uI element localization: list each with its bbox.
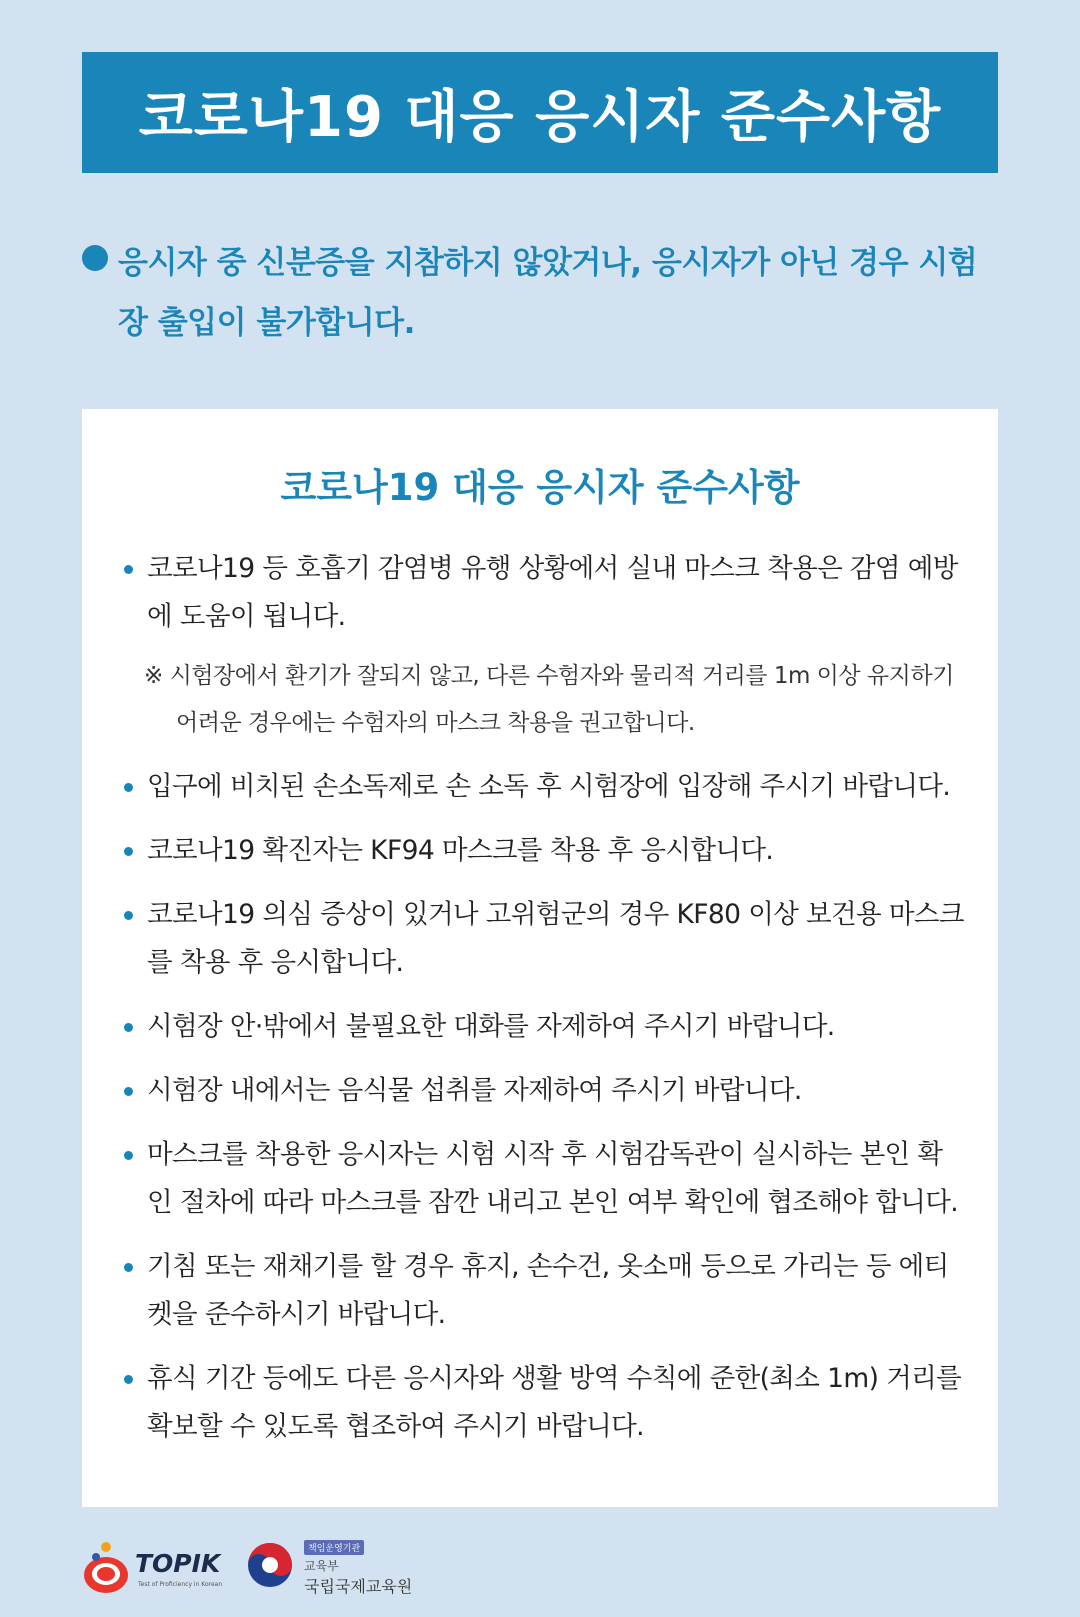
list-item <box>124 1243 964 1339</box>
list-item-text: 코로나19 등 호흡기 감염병 유행 상황에서 실내 마스크 착용은 감염 예방에 도움이 됩니다. <box>147 553 958 632</box>
list-item-text: 시험장 안·밖에서 불필요한 대화를 자제하여 주시기 바랍니다. <box>147 1011 835 1042</box>
topik-wordmark: TOPIK <box>135 1549 221 1578</box>
bullet-icon <box>124 783 133 792</box>
list-item <box>124 1131 964 1227</box>
bullet-icon <box>124 565 133 574</box>
list-item <box>124 827 964 875</box>
bullet-icon <box>124 1375 133 1384</box>
agency-logo <box>304 1536 412 1597</box>
government-emblem-icon <box>245 1540 295 1590</box>
topik-subtitle: Test of Proficiency in Korean <box>138 1581 223 1588</box>
list-item-text: 코로나19 확진자는 KF94 마스크를 착용 후 응시합니다. <box>147 835 774 866</box>
topik-mascot-icon <box>82 1541 134 1596</box>
bullet-icon <box>124 847 133 856</box>
title-banner <box>82 52 998 173</box>
list-item-text: 코로나19 의심 증상이 있거나 고위험군의 경우 KF80 이상 보건용 마스크를 착용 후 응시합니다. <box>147 899 964 978</box>
list-item-text: 휴식 기간 등에도 다른 응시자와 생활 방역 수칙에 준한(최소 1m) 거리를 확보할 수 있도록 협조하여 주시기 바랍니다. <box>147 1363 962 1442</box>
list-item <box>124 763 964 811</box>
list-item-text: 기침 또는 재채기를 할 경우 휴지, 손수건, 옷소매 등으로 가리는 등 에티켓을 준수하시기 바랍니다. <box>147 1251 949 1330</box>
bullet-icon <box>124 911 133 920</box>
list-item <box>124 1067 964 1115</box>
list-item <box>124 1355 964 1451</box>
card-title: 코로나19 대응 응시자 준수사항 <box>280 466 800 509</box>
topik-logo <box>82 1541 222 1596</box>
list-item-text: 마스크를 착용한 응시자는 시험 시작 후 시험감독관이 실시하는 본인 확인 절차에 따라 마스크를 잠깐 내리고 본인 여부 확인에 협조해야 합니다. <box>147 1139 959 1218</box>
list-item <box>124 891 964 987</box>
note-text: ※ 시험장에서 환기가 잘되지 않고, 다른 수험자와 물리적 거리를 1m 이상 유지하기 어려운 경우에는 수험자의 마스크 착용을 권고합니다. <box>144 663 954 736</box>
mask-note <box>124 653 964 747</box>
bullet-icon <box>124 1023 133 1032</box>
agency-tag: 책임운영기관 <box>304 1540 364 1555</box>
guidelines-list <box>124 545 964 1451</box>
guidelines-card <box>82 409 998 1507</box>
footer-logos <box>82 1536 582 1606</box>
page-title: 코로나19 대응 응시자 준수사항 <box>138 84 942 150</box>
ministry-name: 교육부 <box>304 1559 339 1573</box>
list-item-text: 시험장 내에서는 음식물 섭취를 자제하여 주시기 바랍니다. <box>147 1075 802 1106</box>
bullet-icon <box>124 1151 133 1160</box>
institute-name: 국립국제교육원 <box>304 1577 413 1596</box>
bullet-icon <box>124 1263 133 1272</box>
list-item <box>124 545 964 641</box>
notice-bullet-icon <box>82 245 108 271</box>
list-item-text: 입구에 비치된 손소독제로 손 소독 후 시험장에 입장해 주시기 바랍니다. <box>147 771 951 802</box>
list-item <box>124 1003 964 1051</box>
notice-text: 응시자 중 신분증을 지참하지 않았거나, 응시자가 아닌 경우 시험장 출입이 불가합니다. <box>118 245 978 341</box>
bullet-icon <box>124 1087 133 1096</box>
id-notice <box>82 233 1002 353</box>
